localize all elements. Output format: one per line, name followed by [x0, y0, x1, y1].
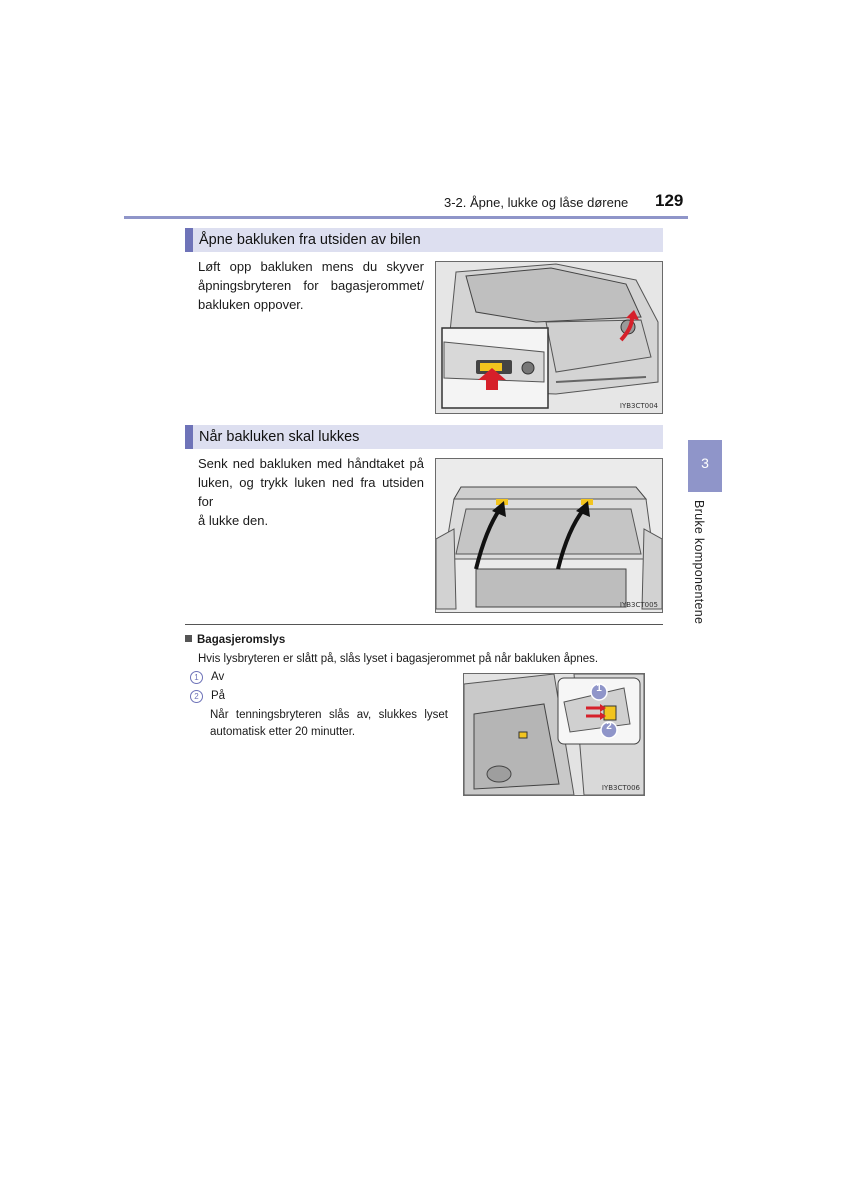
section2-line: luken, og trykk luken ned fra utsiden for [198, 475, 424, 509]
callout-2: 2 [606, 721, 612, 732]
note-line: Når tenningsbryteren slås av, slukkes lyset [210, 709, 448, 721]
tailgate-open-illustration [435, 261, 663, 414]
header-rule [124, 216, 688, 219]
trunk-light-illustration [463, 673, 645, 796]
section-title: 3-2. Åpne, lukke og låse dørene [444, 195, 629, 210]
subsection-title-text: Bagasjeromslys [197, 634, 286, 646]
chapter-label: Bruke komponentene [692, 500, 706, 625]
section1-text [198, 257, 424, 314]
page-number: 129 [655, 191, 684, 210]
item-label: Av [211, 671, 225, 683]
square-bullet-icon [185, 635, 192, 642]
chapter-tab: 3 [688, 440, 722, 492]
callout-1: 1 [596, 683, 602, 694]
subsection-description: Hvis lysbryteren er slått på, slås lyset i bagasjerommet på når bakluken åpnes. [198, 653, 599, 665]
note-text [210, 707, 448, 741]
section1-heading: Åpne bakluken fra utsiden av bilen [185, 228, 663, 252]
number-2-icon: 2 [190, 690, 203, 703]
section2-text [198, 454, 424, 530]
subsection-title [185, 632, 285, 649]
section2-line: Senk ned bakluken med håndtaket på [198, 456, 424, 471]
section2-line: å lukke den. [198, 513, 269, 528]
section1-line: bakluken oppover. [198, 297, 304, 312]
figure-code: IYB3CT005 [619, 601, 658, 609]
tailgate-close-illustration [435, 458, 663, 613]
section1-line: åpningsbryteren for bagasjerommet/ [198, 278, 424, 293]
note-line: automatisk etter 20 minutter. [210, 726, 356, 738]
figure-code: IYB3CT004 [619, 402, 658, 410]
divider [185, 624, 663, 625]
figure-code: IYB3CT006 [601, 784, 640, 792]
section2-heading: Når bakluken skal lukkes [185, 425, 663, 449]
item-label: På [211, 690, 226, 702]
number-1-icon: 1 [190, 671, 203, 684]
section1-line: Løft opp bakluken mens du skyver [198, 259, 424, 274]
